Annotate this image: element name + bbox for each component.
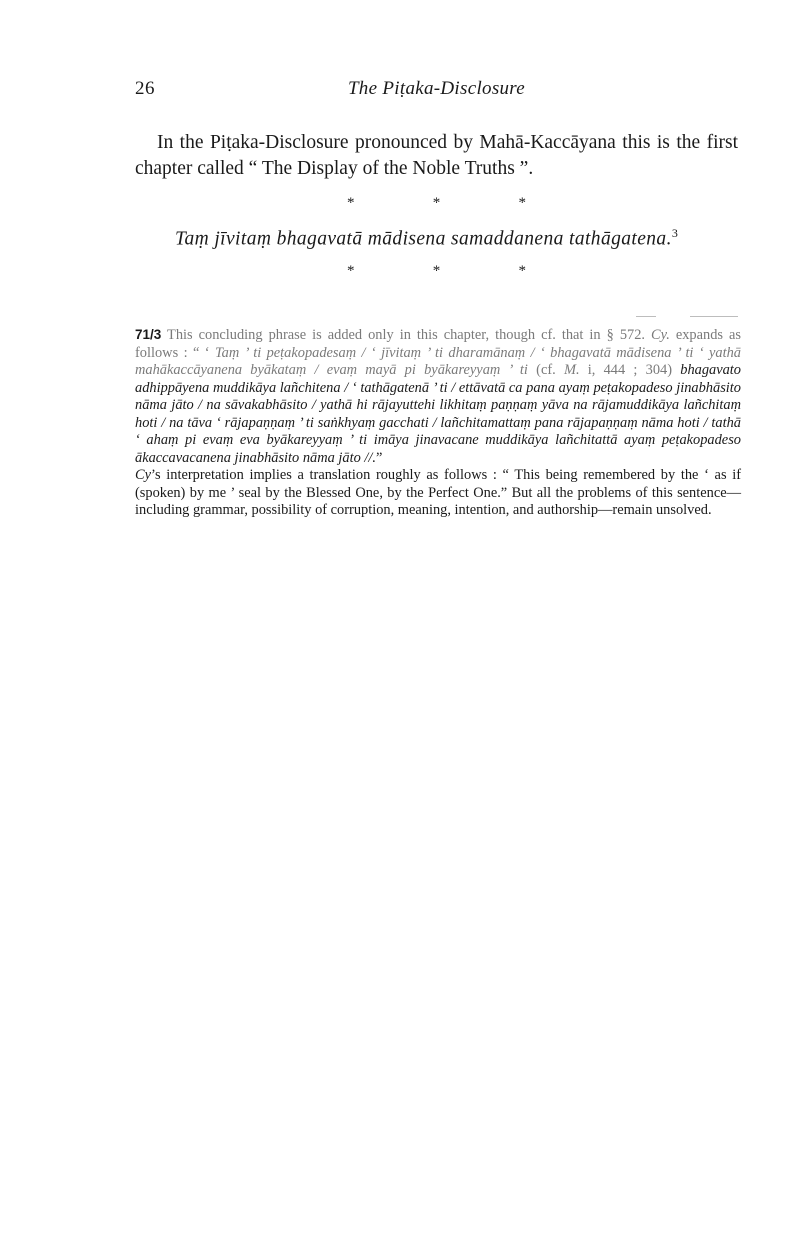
footnote-rule-right xyxy=(690,316,738,317)
star: * xyxy=(432,263,441,279)
star: * xyxy=(347,263,355,279)
footnote-rule-left xyxy=(636,316,656,317)
commentary-abbrev-2: Cy xyxy=(135,467,151,483)
star: * xyxy=(518,263,526,279)
commentary-quote-2: bhagavato adhippāyena muddikāya lañchitena / ‘ tathāgatenā ’ ti / ettāvatā ca pana ayaṃ peṭakopadeso jinabhāsito nāma jāto / na sāvakabhāsito / yathā hi rājayuttehi likhitaṃ paṇṇaṃ yāva na rājamuddikāya lañchitaṃ hoti / na tāva ‘ rājapaṇṇaṃ ’ ti saṅkhyaṃ gacchati / lañchitamattaṃ pana rājapaṇṇaṃ nāma hoti / tathā ‘ ahaṃ pi evaṃ eva byākareyyaṃ ’ ti imāya jinavacane muddikāya lañchitattā ayaṃ peṭakopadeso ākaccavacanena jinabhāsito nāma jāto //. xyxy=(135,362,742,466)
star: * xyxy=(432,195,441,211)
cf-text: (cf. xyxy=(527,362,564,378)
commentary-abbrev: Cy. xyxy=(651,327,670,343)
chapter-colophon: In the Piṭaka-Disclosure pronounced by Mahā-Kaccāyana this is the first chapter called “ The Display of the Noble Truths ”. xyxy=(135,132,738,179)
footnote xyxy=(135,326,741,520)
majjhima-abbrev: M. xyxy=(563,362,580,378)
close-quote: ” xyxy=(376,449,383,466)
star: * xyxy=(518,195,526,211)
page-number: 26 xyxy=(135,78,155,99)
ornament-stars-top xyxy=(0,195,793,212)
running-title: The Piṭaka-Disclosure xyxy=(347,78,526,99)
majjhima-ref: i, 444 ; 304) xyxy=(579,362,681,378)
ornament-stars-bottom xyxy=(0,263,793,280)
footnote-intro: This concluding phrase is added only in this chapter, though cf. that in § 572. xyxy=(161,327,652,343)
interpretation-text: ’s interpretation implies a translation roughly as follows : “ This being remembered by the ‘ as if (spoken) by me ’ seal by the Blessed One, by the Perfect One.” But all the problems of this sentence—including grammar, possibility of corruption, meaning, intention, and authorship—remain unsolved. xyxy=(135,467,741,518)
pali-verse xyxy=(175,226,678,251)
star: * xyxy=(347,195,355,211)
footnote-marker: 3 xyxy=(671,226,679,240)
commentary-quote-1: Taṃ ’ ti peṭakopadesaṃ / ‘ jīvitaṃ ’ ti dharamānaṃ / ‘ bhagavatā mādisena ’ ti ‘ yathā mahākaccāyanena byākataṃ / evaṃ mayā pi byākareyyaṃ ’ ti xyxy=(135,344,741,378)
footnote-expands: expands as follows : “ ‘ xyxy=(135,327,742,361)
footnote-reference: 71/3 xyxy=(135,327,162,342)
pali-verse-text: Taṃ jīvitaṃ bhagavatā mādisena samaddanena tathāgatena. xyxy=(175,228,672,250)
